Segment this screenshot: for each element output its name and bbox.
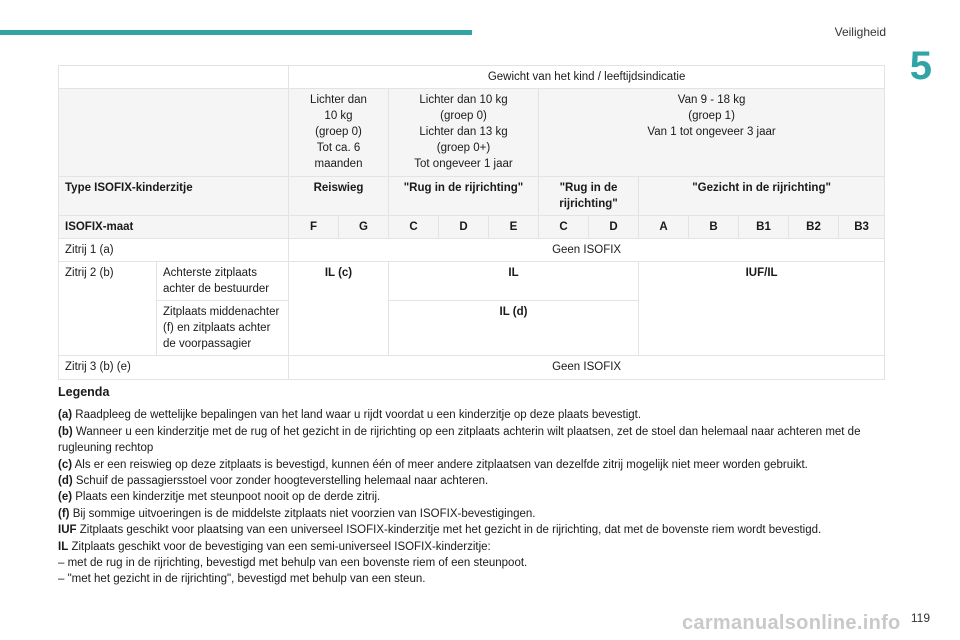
size-cell: B2 bbox=[789, 215, 839, 238]
legend-item: IL Zitplaats geschikt voor de bevestiging van een semi-universeel ISOFIX-kinderzitje: bbox=[58, 540, 491, 553]
section-title: Veiligheid bbox=[834, 25, 886, 39]
row3-label: Zitrij 3 (b) (e) bbox=[59, 356, 289, 379]
row3-value: Geen ISOFIX bbox=[289, 356, 885, 379]
type-rug-1: "Rug in de rijrichting" bbox=[389, 176, 539, 215]
legend-item: (f) Bij sommige uitvoeringen is de middelste zitplaats niet voorzien van ISOFIX-bevestigingen. bbox=[58, 507, 536, 520]
row2-rug-sub1: IL bbox=[389, 261, 639, 300]
row1-value: Geen ISOFIX bbox=[289, 238, 885, 261]
group-header: Gewicht van het kind / leeftijdsindicatie bbox=[289, 66, 885, 89]
size-cell: C bbox=[539, 215, 589, 238]
type-gezicht: "Gezicht in de rijrichting" bbox=[639, 176, 885, 215]
legend-item: (c) Als er een reiswieg op deze zitplaats is bevestigd, kunnen één of meer andere zitplaatsen van dezelfde zitrij mogelijk niet meer worden gebruikt. bbox=[58, 458, 808, 471]
legend bbox=[58, 384, 888, 588]
size-cell: F bbox=[289, 215, 339, 238]
legend-item: IUF Zitplaats geschikt voor plaatsing van een universeel ISOFIX-kinderzitje met het gezicht in de rijrichting, dat met de bovenste riem wordt bevestigd. bbox=[58, 524, 822, 537]
size-cell: B1 bbox=[739, 215, 789, 238]
table-row bbox=[59, 215, 885, 238]
row2-gezicht: IUF/IL bbox=[639, 261, 885, 355]
row2-reiswieg: IL (c) bbox=[289, 261, 389, 355]
size-row-label: ISOFIX-maat bbox=[59, 215, 289, 238]
table-row bbox=[59, 356, 885, 379]
legend-bullet: – met de rug in de rijrichting, bevestigd met behulp van een bovenste riem of een steunpoot. bbox=[58, 557, 528, 570]
size-cell: G bbox=[339, 215, 389, 238]
weight-group-2: Van 9 - 18 kg (groep 1) Van 1 tot ongeveer 3 jaar bbox=[539, 89, 885, 176]
table-row bbox=[59, 176, 885, 215]
size-cell: A bbox=[639, 215, 689, 238]
legend-bullet: – "met het gezicht in de rijrichting", bevestigd met behulp van een steun. bbox=[58, 573, 426, 586]
row2-label: Zitrij 2 (b) bbox=[59, 261, 157, 355]
row2-rug-sub2: IL (d) bbox=[389, 301, 639, 356]
size-cell: D bbox=[439, 215, 489, 238]
page-number: 119 bbox=[910, 611, 930, 625]
legend-item: (e) Plaats een kinderzitje met steunpoot nooit op de derde zitrij. bbox=[58, 491, 381, 504]
weight-group-1: Lichter dan 10 kg (groep 0) Lichter dan 13 kg (groep 0+) Tot ongeveer 1 jaar bbox=[389, 89, 539, 176]
chapter-number: 5 bbox=[909, 44, 932, 88]
isofix-table bbox=[58, 65, 885, 380]
size-cell: D bbox=[589, 215, 639, 238]
type-reiswieg: Reiswieg bbox=[289, 176, 389, 215]
size-cell: B3 bbox=[839, 215, 885, 238]
watermark: carmanualsonline.info bbox=[682, 612, 901, 634]
legend-item: (d) Schuif de passagiersstoel voor zonder hoogteverstelling helemaal naar achteren. bbox=[58, 475, 489, 488]
table-row bbox=[59, 89, 885, 176]
legend-title: Legenda bbox=[58, 385, 110, 399]
size-cell: C bbox=[389, 215, 439, 238]
section-accent-bar bbox=[0, 30, 472, 35]
legend-item: (b) Wanneer u een kinderzitje met de rug of het gezicht in de rijrichting op een zitplaats achterin wilt plaatsen, zet de stoel dan helemaal naar achteren met de rugleuning rechtop bbox=[58, 425, 861, 455]
legend-item: (a) Raadpleeg de wettelijke bepalingen van het land waar u rijdt voordat u een kinderzitje op deze plaats bevestigt. bbox=[58, 409, 642, 422]
table-row bbox=[59, 261, 885, 300]
size-cell: E bbox=[489, 215, 539, 238]
row2-sub2: Zitplaats middenachter (f) en zitplaats achter de voorpassagier bbox=[157, 301, 289, 356]
type-row-label: Type ISOFIX-kinderzitje bbox=[59, 176, 289, 215]
row1-label: Zitrij 1 (a) bbox=[59, 238, 289, 261]
type-rug-2: "Rug in de rijrichting" bbox=[539, 176, 639, 215]
table-row bbox=[59, 66, 885, 89]
row2-sub1: Achterste zitplaats achter de bestuurder bbox=[157, 261, 289, 300]
table-row bbox=[59, 238, 885, 261]
weight-group-0: Lichter dan 10 kg (groep 0) Tot ca. 6 maanden bbox=[289, 89, 389, 176]
size-cell: B bbox=[689, 215, 739, 238]
